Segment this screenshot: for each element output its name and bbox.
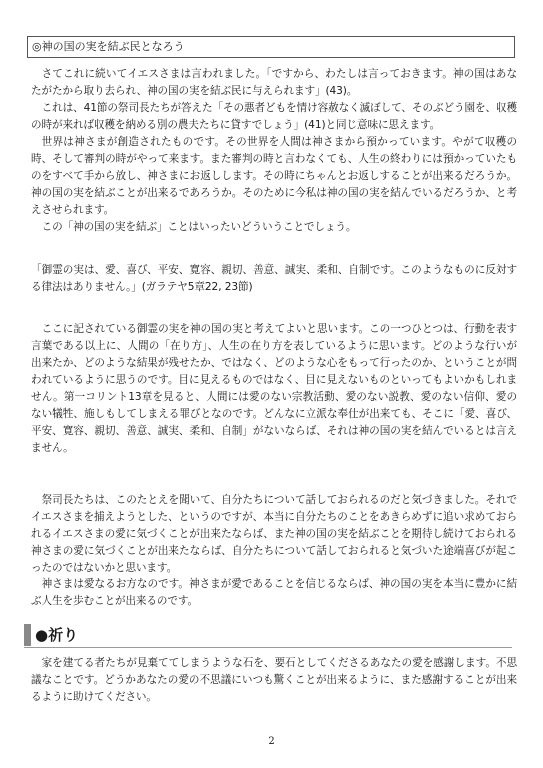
scripture-quote: 「御霊の実は、愛、喜び、平安、寛容、親切、善意、誠実、柔和、自制です。このようなものに反対する律法はありません。」(ガラテヤ5章22, 23節) [31,264,517,293]
page-number: 2 [268,736,275,747]
section-title: ◎神の国の実を結ぶ民となろう [32,40,185,53]
paragraph-4: この「神の国の実を結ぶ」ことはいったいどういうことでしょう。 [41,221,357,233]
paragraph-3: 世界は神さまが創造されたものです。その世界を人間は神さまから預かっています。やがて収穫の時、そして審判の時がやって来ます。また審判の時と言わなくても、人生の終わりには預かっていたものをすべて手から放し、神さまにお返しします。その時にちゃんとお返しすることが出来るだろうか。神の国の実を結ぶことが出来るであろうか。そのために今私は神の国の実を結んでいるだろうか、と考えさせられます。 [31,136,517,216]
prayer-title: ●祈り [35,626,79,644]
heading-bar-marker [24,624,31,646]
paragraph-6: 祭司長たちは、このたとえを聞いて、自分たちについて話しておられるのだと気づきました。それでイエスさまを捕えようとした、というのですが、本当に自分たちのことをあきらめずに追い求めておられるイエスさまの愛に気づくことが出来たならば、また神の国の実を結ぶことを期待し続けておられる神さまの愛に気づくことが出来たならば、自分たちについて話しておられると気づいた途端喜びが起こったのではないかと思います。 [31,494,517,574]
paragraph-7: 神さまは愛なるお方なのです。神さまが愛であることを信じるならば、神の国の実を本当に豊かに結ぶ人生を歩むことが出来るのです。 [31,578,517,607]
prayer-heading [24,622,512,648]
paragraph-1: さてこれに続いてイエスさまは言われました。「ですから、わたしは言っておきます。神の国はあなたがたから取り去られ、神の国の実を結ぶ民に与えられます」(43)。 [31,68,517,97]
prayer-text: 家を建てる者たちが見棄ててしまうような石を、要石としてくださるあなたの愛を感謝します。不思議なことです。どうかあなたの愛の不思議にいつも驚くことが出来るように、また感謝することが出来るように助けてください。 [31,657,517,703]
section-title-box [27,36,515,58]
paragraph-2: これは、41節の祭司長たちが答えた「その悪者どもを情け容赦なく滅ぼして、そのぶどう園を、収穫の時が来れば収穫を納める別の農夫たちに貸すでしょう」(41)と同じ意味に思えます。 [31,102,517,131]
paragraph-5: ここに記されている御霊の実を神の国の実と考えてよいと思います。この一つひとつは、行動を表す言葉である以上に、人間の「在り方」、人生の在り方を表しているように思います。どのような行いが出来たか、どのような結果が残せたか、ではなく、どのような心をもって行ったのか、ということが問われているように思うのです。目に見えるものではなく、目に見えないものといってもよいかもしれません。第一コリント13章を見ると、人間には愛のない宗教活動、愛のない説教、愛のない信仰、愛のない犠牲、施しもしてしまえる罪びとなのです。どんなに立派な奉仕が出来ても、そこに「愛、喜び、平安、寛容、親切、善意、誠実、柔和、自制」がないならば、それは神の国の実を結んでいるとは言えません。 [31,323,517,454]
